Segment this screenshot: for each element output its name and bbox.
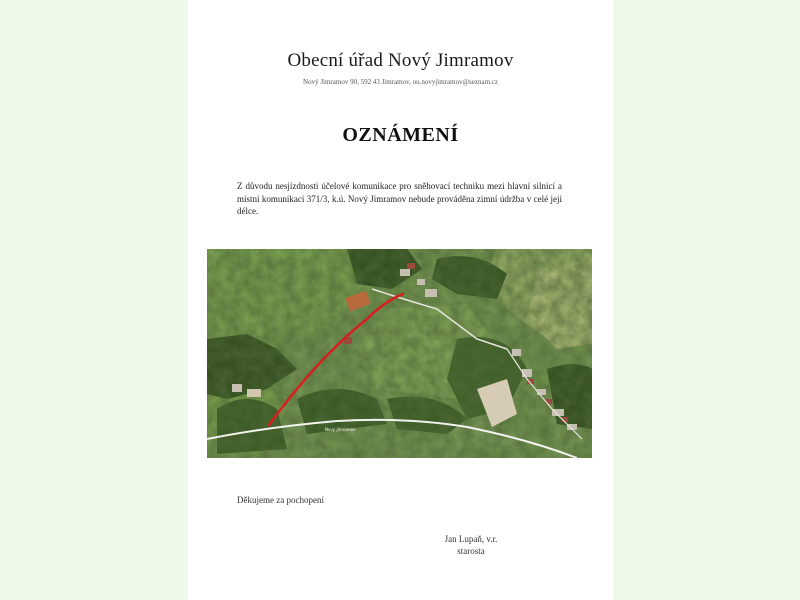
office-address: Nový Jimramov 90, 592 43 Jimramov, ou.novyjimramov@seznam.cz (303, 78, 498, 86)
announcement-body: Z důvodu nesjízdnosti účelové komunikace pro sněhovací techniku mezi hlavní silnicí a místní komunikací 371/3, k.ú. Nový Jimramov nebude prováděna zimní údržba v celé její délce. (237, 181, 562, 216)
map-road-label: Nový Jimramov (325, 427, 356, 432)
document-page (188, 0, 613, 600)
aerial-map (207, 249, 592, 458)
announcement-heading: OZNÁMENÍ (342, 124, 459, 146)
signature-block (436, 533, 506, 557)
thanks-note: Děkujeme za pochopení (237, 495, 324, 505)
office-title: Obecní úřad Nový Jimramov (287, 50, 514, 71)
signature-name: Jan Lupaň, v.r. (444, 534, 498, 544)
signature-role: starosta (457, 546, 485, 556)
